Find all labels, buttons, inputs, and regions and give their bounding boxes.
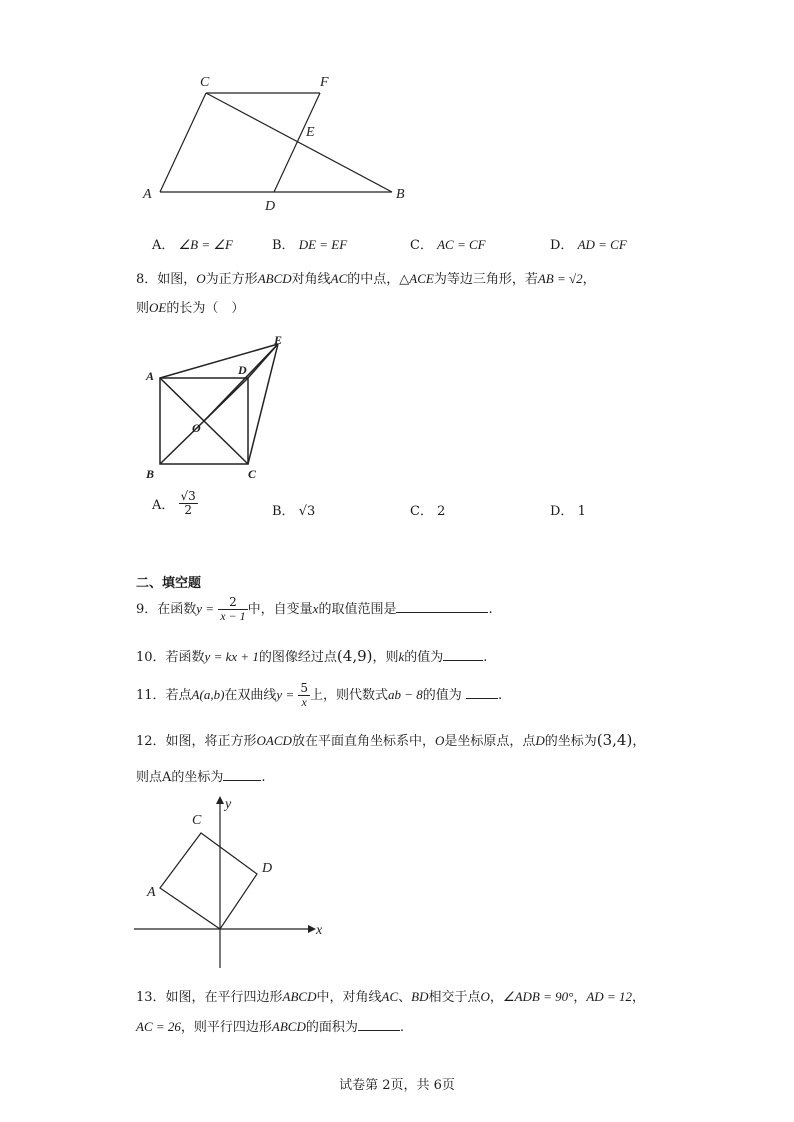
square-oacd <box>160 833 257 929</box>
page-footer: 试卷第 2页，共 6页 <box>339 1078 455 1093</box>
q13-answer-blank[interactable] <box>358 1018 400 1031</box>
q12-answer-blank[interactable] <box>223 768 261 781</box>
segment-ae <box>160 344 278 378</box>
q8-option-c[interactable]: C． 2 <box>410 504 446 519</box>
label-x: x <box>316 923 323 938</box>
q10-line: 10．若函数y = kx + 1的图像经过点(4,9)，则k的值为 . <box>136 647 488 665</box>
label-a: A <box>147 885 156 900</box>
label-c: C <box>248 467 257 481</box>
q8-option-d[interactable]: D． 1 <box>550 504 586 519</box>
q8-line1: 8．如图，O为正方形ABCD对角线AC的中点，△ACE为等边三角形，若AB = √2， <box>136 271 596 287</box>
label-b: B <box>396 187 405 202</box>
label-y: y <box>225 797 232 812</box>
label-c: C <box>200 75 210 90</box>
section-title: 二、填空题 <box>136 576 202 591</box>
q8-line2: 则OE的长为（ ） <box>136 300 245 316</box>
label-e: E <box>306 125 315 140</box>
q12-figure <box>134 792 334 972</box>
segment-cb <box>206 93 392 192</box>
label-d: D <box>265 199 276 214</box>
label-d: D <box>262 861 273 876</box>
segment-df <box>274 93 320 192</box>
segment-ac <box>160 93 206 192</box>
q12-line1: 12．如图，将正方形OACD放在平面直角坐标系中，O是坐标原点，点D的坐标为(3,4)， <box>136 731 646 749</box>
label-b: B <box>146 467 155 481</box>
q8-figure <box>136 330 306 485</box>
q7-option-d[interactable]: D． AD = CF <box>550 237 627 253</box>
label-f: F <box>320 75 329 90</box>
label-c: C <box>192 813 202 828</box>
y-axis-arrow-icon <box>216 796 224 804</box>
q7-option-c[interactable]: C． AC = CF <box>410 237 486 253</box>
label-e: E <box>274 333 283 347</box>
q8-option-b[interactable]: B． √3 <box>272 504 316 519</box>
q11-answer-blank[interactable] <box>466 686 498 699</box>
q8-option-a[interactable]: A． $\frac{√3}{2}$ <box>152 489 196 517</box>
q12-line2: 则点A的坐标为 . <box>136 770 266 785</box>
x-axis-arrow-icon <box>308 925 316 933</box>
q7-option-b[interactable]: B． DE = EF <box>272 237 348 253</box>
q7-option-a[interactable]: A． ∠B = ∠F <box>152 237 233 253</box>
label-o: O <box>192 421 201 435</box>
q13-line1: 13．如图，在平行四边形ABCD中，对角线AC、BD相交于点O，∠ADB = 90°，AD = 12， <box>136 989 645 1005</box>
q11-line: 11．若点A(a,b)在双曲线y = $\frac{5}{x}$ 上，则代数式ab − 8的值为 . <box>136 681 503 709</box>
q10-answer-blank[interactable] <box>443 648 483 661</box>
q13-line2: AC = 26，则平行四边形ABCD的面积为 . <box>136 1019 405 1035</box>
label-a: A <box>146 369 155 383</box>
q9-answer-blank[interactable] <box>396 600 488 613</box>
label-d: D <box>238 363 247 377</box>
q7-figure <box>130 68 420 218</box>
label-a: A <box>143 187 152 202</box>
q9-line: 9．在函数y = $\frac{2}{x - 1}$ 中，自变量x的取值范围是 . <box>136 595 493 623</box>
